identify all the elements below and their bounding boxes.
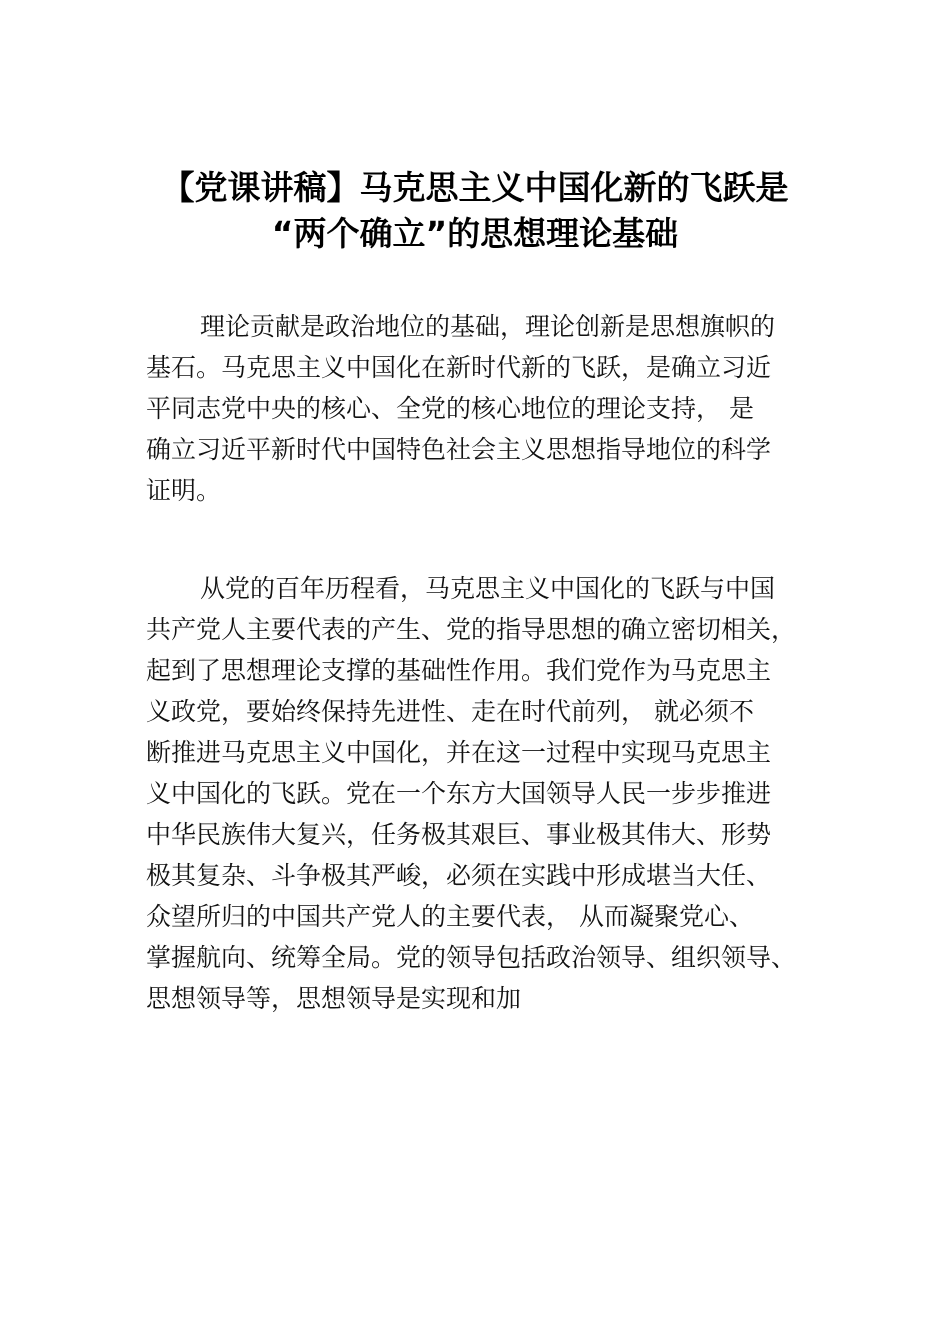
paragraph-line: 理论贡献是政治地位的基础，理论创新是思想旗帜的 (200, 312, 776, 341)
paragraph-line: 起到了思想理论支撑的基础性作用。我们党作为马克思主 (146, 656, 772, 685)
paragraph-1 (146, 306, 846, 511)
paragraph-line: 从党的百年历程看，马克思主义中国化的飞跃与中国 (200, 574, 776, 603)
paragraph-line: 思想领导等，思想领导是实现和加 (146, 984, 522, 1013)
paragraph-line: 极其复杂、斗争极其严峻，必须在实践中形成堪当大任、 (146, 861, 772, 890)
paragraph-line: 断推进马克思主义中国化，并在这一过程中实现马克思主 (146, 738, 772, 767)
paragraph-line: 基石。马克思主义中国化在新时代新的飞跃，是确立习近 (146, 353, 772, 382)
paragraph-line: 平同志党中央的核心、全党的核心地位的理论支持， 是 (146, 394, 754, 423)
paragraph-line: 众望所归的中国共产党人的主要代表， 从而凝聚党心、 (146, 902, 754, 931)
paragraph-line: 掌握航向、统筹全局。党的领导包括政治领导、组织领导、 (146, 943, 797, 972)
paragraph-line: 证明。 (146, 476, 222, 505)
paragraph-2 (146, 568, 846, 1019)
paragraph-line: 义政党，要始终保持先进性、走在时代前列， 就必须不 (146, 697, 754, 726)
paragraph-line: 共产党人主要代表的产生、党的指导思想的确立密切相关， (146, 615, 797, 644)
title-line-1: 【党课讲稿】马克思主义中国化新的飞跃是 (161, 168, 789, 207)
paragraph-line: 中华民族伟大复兴，任务极其艰巨、事业极其伟大、形势 (146, 820, 772, 849)
paragraph-line: 义中国化的飞跃。党在一个东方大国领导人民一步步推进 (146, 779, 772, 808)
document-title (120, 165, 830, 257)
title-line-2: “两个确立”的思想理论基础 (271, 214, 679, 253)
paragraph-line: 确立习近平新时代中国特色社会主义思想指导地位的科学 (146, 435, 772, 464)
